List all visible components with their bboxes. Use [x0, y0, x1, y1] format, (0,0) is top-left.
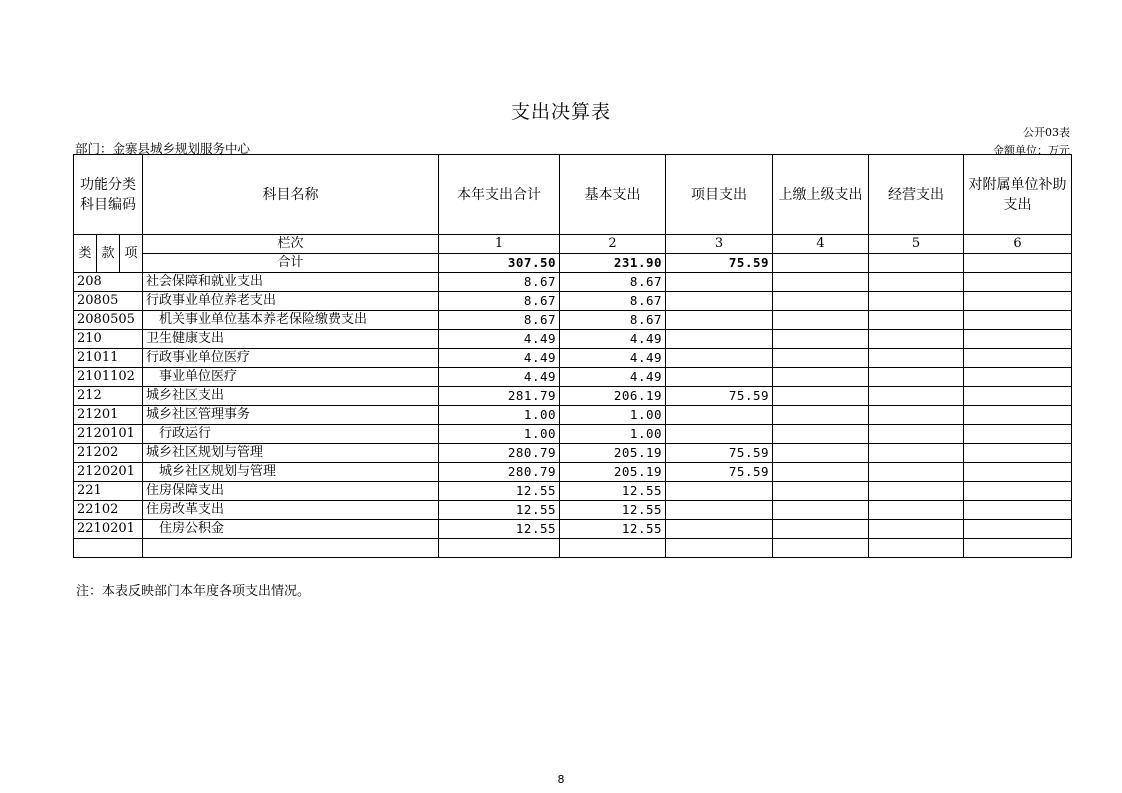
table-row	[74, 273, 1072, 292]
table-row	[74, 349, 1072, 368]
index-label: 栏次	[143, 235, 439, 254]
row-superior	[773, 520, 869, 539]
table-row	[74, 520, 1072, 539]
header-lei: 类	[74, 235, 97, 273]
row-business	[869, 292, 964, 311]
row-business	[869, 368, 964, 387]
row-code: 2101102	[74, 368, 143, 387]
row-code: 212	[74, 387, 143, 406]
row-total: 280.79	[439, 463, 560, 482]
row-basic: 8.67	[560, 273, 666, 292]
table-row	[74, 501, 1072, 520]
row-basic: 12.55	[560, 520, 666, 539]
header-row	[74, 155, 1072, 235]
row-basic: 4.49	[560, 368, 666, 387]
total-amount: 307.50	[439, 254, 560, 273]
row-name: 城乡社区规划与管理	[143, 463, 439, 482]
row-subsidiary	[964, 425, 1072, 444]
empty-cell	[143, 539, 439, 558]
row-total: 8.67	[439, 311, 560, 330]
row-name: 城乡社区支出	[143, 387, 439, 406]
header-xiang: 项	[120, 235, 143, 273]
row-project	[666, 349, 773, 368]
row-basic: 206.19	[560, 387, 666, 406]
row-project	[666, 425, 773, 444]
header-name: 科目名称	[143, 155, 439, 235]
table-row	[74, 330, 1072, 349]
row-project	[666, 368, 773, 387]
row-code: 21201	[74, 406, 143, 425]
total-subsidiary	[964, 254, 1072, 273]
table-note: 注：本表反映部门本年度各项支出情况。	[76, 584, 311, 599]
empty-cell	[74, 539, 143, 558]
row-project: 75.59	[666, 463, 773, 482]
row-business	[869, 406, 964, 425]
row-business	[869, 425, 964, 444]
empty-cell	[666, 539, 773, 558]
index-col: 6	[964, 235, 1072, 254]
row-subsidiary	[964, 444, 1072, 463]
row-basic: 1.00	[560, 406, 666, 425]
row-basic: 8.67	[560, 292, 666, 311]
row-subsidiary	[964, 273, 1072, 292]
row-business	[869, 482, 964, 501]
form-code: 公开03表	[1023, 126, 1070, 139]
total-project: 75.59	[666, 254, 773, 273]
row-project: 75.59	[666, 387, 773, 406]
index-col: 1	[439, 235, 560, 254]
row-superior	[773, 368, 869, 387]
row-total: 12.55	[439, 501, 560, 520]
row-superior	[773, 311, 869, 330]
table-row	[74, 368, 1072, 387]
row-basic: 1.00	[560, 425, 666, 444]
row-project	[666, 292, 773, 311]
row-name: 机关事业单位基本养老保险缴费支出	[143, 311, 439, 330]
row-business	[869, 444, 964, 463]
row-total: 1.00	[439, 425, 560, 444]
total-row	[74, 254, 1072, 273]
index-col: 2	[560, 235, 666, 254]
row-name: 社会保障和就业支出	[143, 273, 439, 292]
row-subsidiary	[964, 482, 1072, 501]
row-superior	[773, 444, 869, 463]
total-basic: 231.90	[560, 254, 666, 273]
table-row	[74, 311, 1072, 330]
row-subsidiary	[964, 501, 1072, 520]
header-business: 经营支出	[869, 155, 964, 235]
row-superior	[773, 349, 869, 368]
page-number: 8	[557, 773, 565, 786]
table-row	[74, 482, 1072, 501]
row-project	[666, 330, 773, 349]
row-code: 2120101	[74, 425, 143, 444]
row-code: 21202	[74, 444, 143, 463]
row-basic: 205.19	[560, 463, 666, 482]
row-project	[666, 273, 773, 292]
empty-cell	[964, 539, 1072, 558]
unit-label: 金额单位：万元	[993, 144, 1070, 157]
row-basic: 12.55	[560, 482, 666, 501]
row-name: 住房公积金	[143, 520, 439, 539]
row-business	[869, 520, 964, 539]
row-superior	[773, 463, 869, 482]
row-business	[869, 501, 964, 520]
department-label: 部门：金寨县城乡规划服务中心	[75, 141, 251, 156]
index-col: 4	[773, 235, 869, 254]
total-superior	[773, 254, 869, 273]
empty-cell	[773, 539, 869, 558]
row-name: 行政运行	[143, 425, 439, 444]
row-code: 2210201	[74, 520, 143, 539]
row-code: 221	[74, 482, 143, 501]
row-project	[666, 406, 773, 425]
table-row	[74, 444, 1072, 463]
row-subsidiary	[964, 463, 1072, 482]
row-superior	[773, 330, 869, 349]
row-code: 20805	[74, 292, 143, 311]
header-kuan: 款	[97, 235, 120, 273]
empty-row	[74, 539, 1072, 558]
empty-cell	[439, 539, 560, 558]
row-total: 281.79	[439, 387, 560, 406]
row-basic: 205.19	[560, 444, 666, 463]
row-code: 2120201	[74, 463, 143, 482]
row-subsidiary	[964, 406, 1072, 425]
row-project	[666, 311, 773, 330]
row-business	[869, 387, 964, 406]
row-subsidiary	[964, 520, 1072, 539]
table-row	[74, 292, 1072, 311]
row-total: 1.00	[439, 406, 560, 425]
header-total: 本年支出合计	[439, 155, 560, 235]
row-project: 75.59	[666, 444, 773, 463]
row-superior	[773, 501, 869, 520]
row-subsidiary	[964, 330, 1072, 349]
table-row	[74, 425, 1072, 444]
row-superior	[773, 406, 869, 425]
row-name: 行政事业单位养老支出	[143, 292, 439, 311]
row-total: 4.49	[439, 349, 560, 368]
row-subsidiary	[964, 387, 1072, 406]
row-basic: 4.49	[560, 330, 666, 349]
row-superior	[773, 425, 869, 444]
header-code: 功能分类科目编码	[74, 155, 143, 235]
table-row	[74, 463, 1072, 482]
row-code: 210	[74, 330, 143, 349]
row-project	[666, 482, 773, 501]
index-row	[74, 235, 1072, 254]
empty-cell	[869, 539, 964, 558]
row-name: 城乡社区规划与管理	[143, 444, 439, 463]
row-superior	[773, 292, 869, 311]
row-name: 卫生健康支出	[143, 330, 439, 349]
header-superior: 上缴上级支出	[773, 155, 869, 235]
row-total: 8.67	[439, 292, 560, 311]
row-basic: 4.49	[560, 349, 666, 368]
row-total: 4.49	[439, 330, 560, 349]
row-total: 4.49	[439, 368, 560, 387]
row-total: 12.55	[439, 520, 560, 539]
row-project	[666, 501, 773, 520]
row-code: 2080505	[74, 311, 143, 330]
total-business	[869, 254, 964, 273]
row-code: 21011	[74, 349, 143, 368]
index-col: 5	[869, 235, 964, 254]
row-code: 22102	[74, 501, 143, 520]
page-title: 支出决算表	[510, 101, 611, 123]
row-total: 280.79	[439, 444, 560, 463]
row-name: 住房保障支出	[143, 482, 439, 501]
table-row	[74, 406, 1072, 425]
row-name: 城乡社区管理事务	[143, 406, 439, 425]
row-business	[869, 273, 964, 292]
total-label: 合计	[143, 254, 439, 273]
row-subsidiary	[964, 311, 1072, 330]
row-business	[869, 330, 964, 349]
header-basic: 基本支出	[560, 155, 666, 235]
row-superior	[773, 273, 869, 292]
row-total: 8.67	[439, 273, 560, 292]
row-name: 行政事业单位医疗	[143, 349, 439, 368]
empty-cell	[560, 539, 666, 558]
row-basic: 12.55	[560, 501, 666, 520]
row-total: 12.55	[439, 482, 560, 501]
row-superior	[773, 482, 869, 501]
row-subsidiary	[964, 292, 1072, 311]
table-row	[74, 387, 1072, 406]
row-superior	[773, 387, 869, 406]
row-code: 208	[74, 273, 143, 292]
index-col: 3	[666, 235, 773, 254]
header-project: 项目支出	[666, 155, 773, 235]
row-basic: 8.67	[560, 311, 666, 330]
row-subsidiary	[964, 349, 1072, 368]
row-name: 住房改革支出	[143, 501, 439, 520]
row-business	[869, 311, 964, 330]
row-business	[869, 349, 964, 368]
header-subsidiary: 对附属单位补助支出	[964, 155, 1072, 235]
row-subsidiary	[964, 368, 1072, 387]
expenditure-table	[73, 154, 1072, 558]
row-name: 事业单位医疗	[143, 368, 439, 387]
row-project	[666, 520, 773, 539]
row-business	[869, 463, 964, 482]
